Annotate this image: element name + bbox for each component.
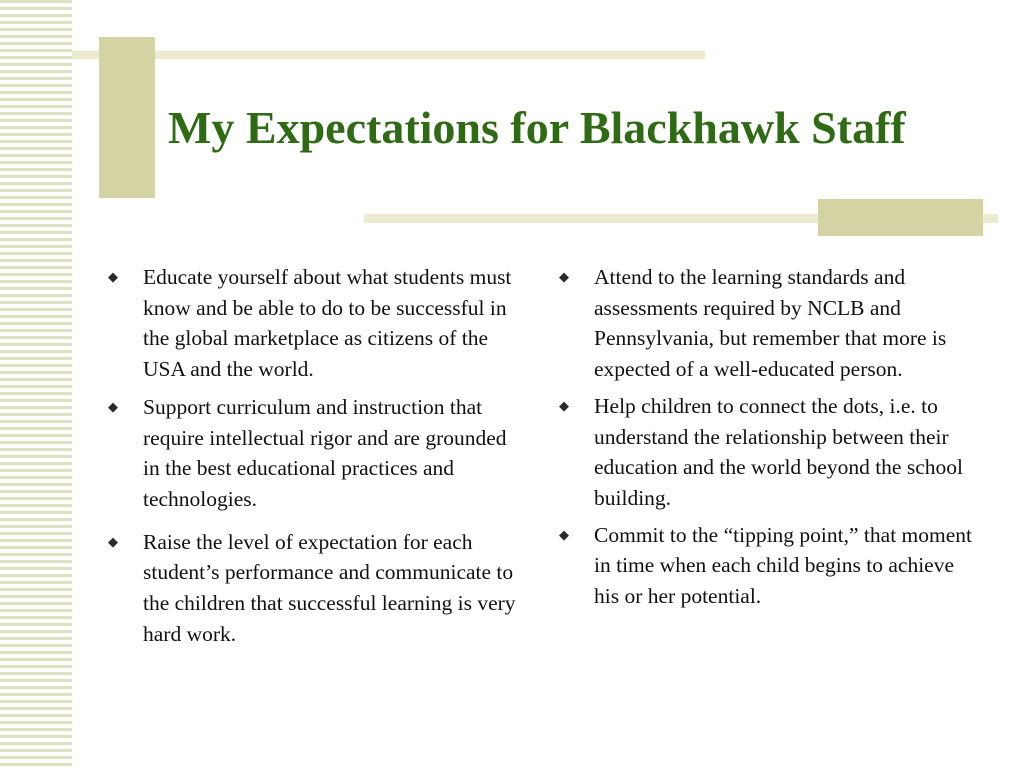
- list-item: [559, 391, 979, 514]
- top-accent-line: [72, 51, 705, 59]
- bullet-text: Raise the level of expectation for each student’s performance and communicate to the children that successful learning is very hard work.: [143, 529, 516, 646]
- top-accent-block: [99, 37, 155, 198]
- diamond-bullet-icon: ◆: [559, 269, 569, 284]
- diamond-bullet-icon: ◆: [559, 397, 569, 413]
- list-item: [108, 262, 528, 385]
- right-bullet-list: [559, 262, 979, 612]
- diamond-bullet-icon: ◆: [108, 398, 118, 414]
- list-item: [559, 262, 979, 385]
- bullet-text: Commit to the “tipping point,” that moment in time when each child begins to achieve his or her potential.: [594, 522, 973, 609]
- slide-title: My Expectations for Blackhawk Staff: [168, 102, 906, 153]
- left-bullet-list: [108, 262, 528, 649]
- diamond-bullet-icon: ◆: [108, 533, 118, 549]
- left-stripe-pattern: [0, 0, 72, 768]
- diamond-bullet-icon: ◆: [108, 269, 118, 284]
- list-item: [559, 520, 979, 612]
- bullet-text: Support curriculum and instruction that require intellectual rigor and are grounded in the best educational practices and technologies.: [143, 394, 507, 511]
- bullet-text: Educate yourself about what students must know and be able to do to be successful in the global marketplace as citizens of the USA and the world.: [143, 265, 512, 382]
- list-item: [108, 527, 528, 650]
- bullet-text: Attend to the learning standards and assessments required by NCLB and Pennsylvania, but remember that more is expected of a well-educated person.: [594, 265, 947, 382]
- bottom-accent-block: [818, 199, 983, 236]
- diamond-bullet-icon: ◆: [559, 526, 569, 542]
- bullet-text: Help children to connect the dots, i.e. to understand the relationship between their education and the world beyond the school building.: [594, 393, 963, 510]
- list-item: [108, 392, 528, 515]
